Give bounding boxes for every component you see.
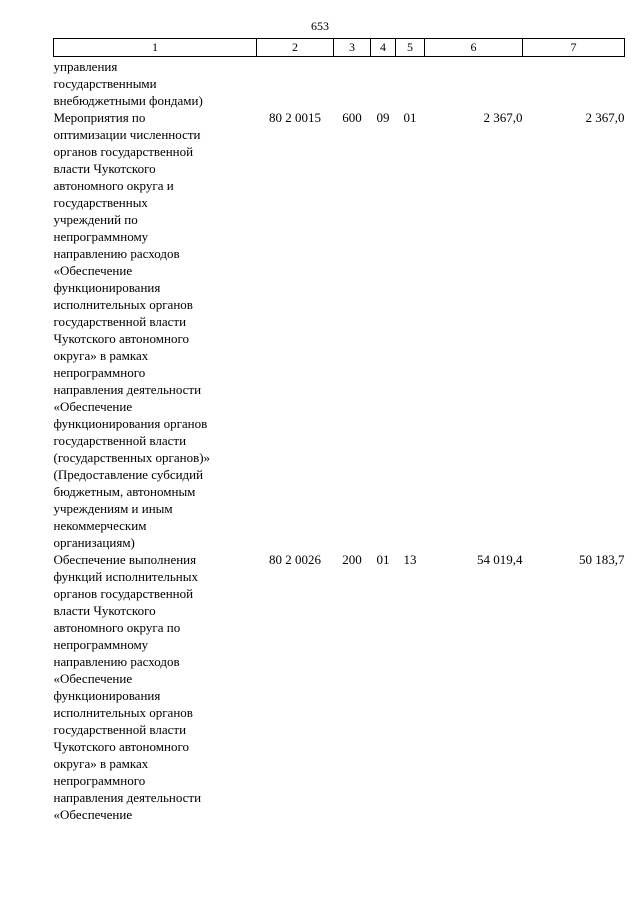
description-line: «Обеспечение — [53, 399, 133, 414]
amount-year-1: 2 367,0 — [483, 110, 523, 125]
column-header-5: 5 — [396, 39, 425, 57]
description-line: бюджетным, автономным — [53, 484, 196, 499]
target-article-code: 80 2 0026 — [269, 552, 321, 567]
table-row — [54, 57, 625, 110]
description-line: исполнительных органов — [53, 705, 193, 720]
description-line: государственной власти — [53, 314, 187, 329]
description-line: Чукотского автономного — [53, 331, 189, 346]
amount-year-1: 54 019,4 — [477, 552, 523, 567]
description-line: функционирования — [53, 688, 161, 703]
description-line: организациям) — [53, 535, 135, 550]
column-header-2: 2 — [257, 39, 334, 57]
description-line: непрограммному — [53, 229, 149, 244]
subsection-code — [396, 57, 425, 110]
description-line: государственной власти — [53, 722, 187, 737]
column-header-6: 6 — [425, 39, 523, 57]
description-line: Мероприятия по — [53, 110, 146, 125]
description-line: автономного округа по — [53, 620, 181, 635]
description-line: округа» в рамках — [53, 756, 149, 771]
description-line: функционирования — [53, 280, 161, 295]
amount-year-2 — [523, 57, 625, 110]
section-code — [371, 57, 396, 110]
expense-type-code — [334, 57, 371, 110]
column-header-3: 3 — [334, 39, 371, 57]
description-line: (государственных органов)» — [53, 450, 211, 465]
description-line: «Обеспечение — [53, 807, 133, 822]
header-row — [54, 39, 625, 57]
description-line: учреждений по — [53, 212, 138, 227]
page-number: 653 — [311, 19, 329, 33]
subsection-code: 01 — [403, 110, 417, 125]
description-line: непрограммного — [53, 773, 146, 788]
amount-year-1 — [425, 57, 523, 110]
description-line: функционирования органов — [53, 416, 208, 431]
description-line: непрограммного — [53, 365, 146, 380]
amount-year-2: 2 367,0 — [585, 110, 625, 125]
target-article-code — [257, 57, 334, 110]
section-code: 09 — [376, 110, 390, 125]
description-line: направления деятельности — [53, 790, 202, 805]
description-line: направлению расходов — [53, 654, 180, 669]
description-line: государственной власти — [53, 433, 187, 448]
budget-table — [53, 38, 625, 823]
column-header-1: 1 — [54, 39, 257, 57]
description-line: (Предоставление субсидий — [53, 467, 204, 482]
description-line: исполнительных органов — [53, 297, 193, 312]
description-line: «Обеспечение — [53, 671, 133, 686]
subsection-code: 13 — [403, 552, 417, 567]
expense-type-code: 200 — [342, 552, 362, 567]
column-header-4: 4 — [371, 39, 396, 57]
description-line: органов государственной — [53, 144, 194, 159]
target-article-code: 80 2 0015 — [269, 110, 321, 125]
section-code: 01 — [376, 552, 390, 567]
description-line: власти Чукотского — [53, 161, 156, 176]
description-line: «Обеспечение — [53, 263, 133, 278]
description-line: Чукотского автономного — [53, 739, 189, 754]
amount-year-2: 50 183,7 — [579, 552, 625, 567]
description-line: государственных — [53, 195, 148, 210]
description-line: внебюджетными фондами) — [53, 93, 203, 108]
description-line: оптимизации численности — [53, 127, 201, 142]
description-line: функций исполнительных — [53, 569, 198, 584]
description-line: государственными — [53, 76, 157, 91]
column-header-7: 7 — [523, 39, 625, 57]
table-row — [54, 109, 625, 551]
description-line: некоммерческим — [53, 518, 147, 533]
description-line: учреждениям и иным — [53, 501, 173, 516]
description-line: направления деятельности — [53, 382, 202, 397]
description-line: округа» в рамках — [53, 348, 149, 363]
description-line: направлению расходов — [53, 246, 180, 261]
table-body — [54, 57, 625, 824]
row-description — [54, 551, 257, 823]
description-line: автономного округа и — [53, 178, 174, 193]
row-description — [54, 57, 257, 110]
description-line: органов государственной — [53, 586, 194, 601]
description-line: управления — [53, 59, 118, 74]
expense-type-code: 600 — [342, 110, 362, 125]
description-line: непрограммному — [53, 637, 149, 652]
row-description — [54, 109, 257, 551]
description-line: Обеспечение выполнения — [53, 552, 197, 567]
table-row — [54, 551, 625, 823]
description-line: власти Чукотского — [53, 603, 156, 618]
